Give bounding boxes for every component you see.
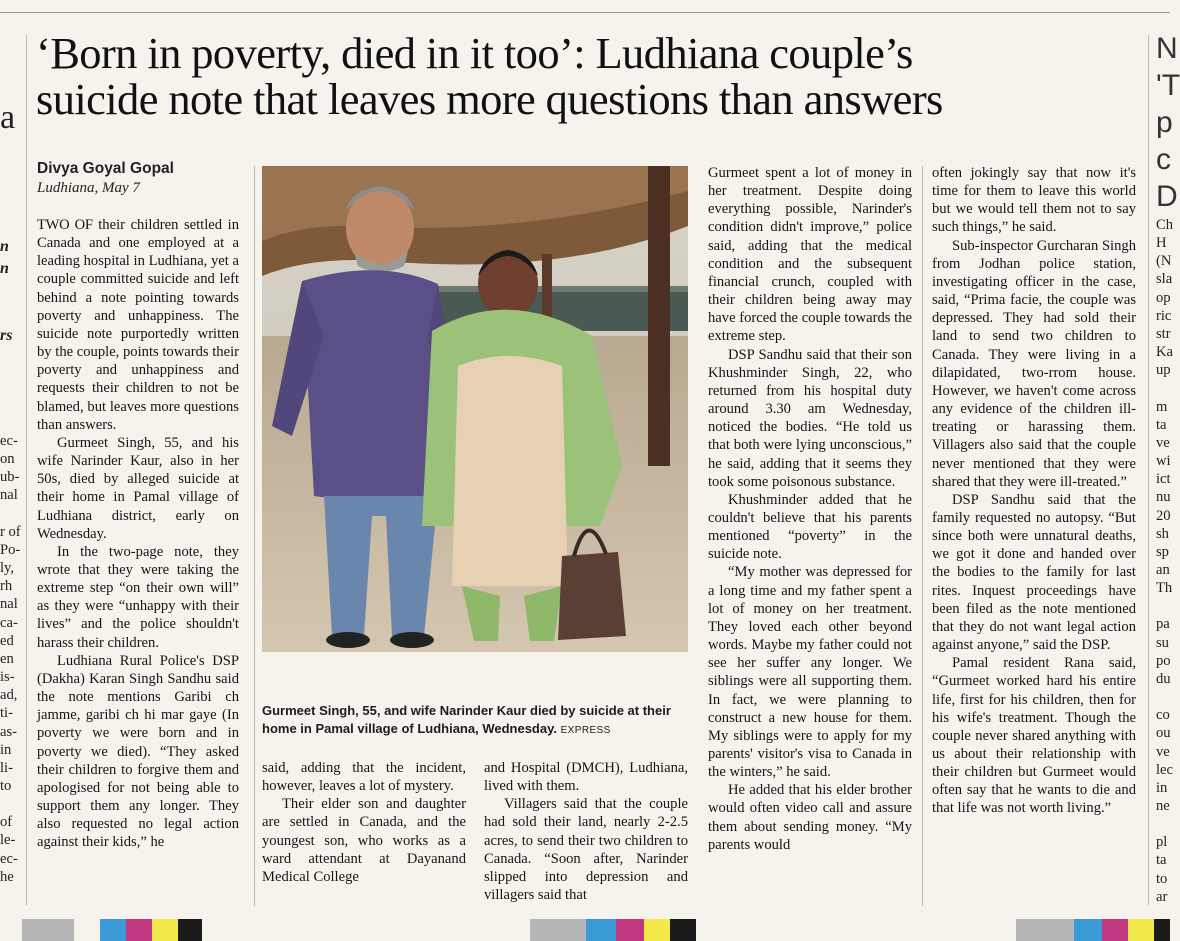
swatch-magenta — [616, 919, 644, 941]
paragraph — [484, 795, 688, 904]
couple-photo-illustration — [262, 166, 688, 652]
column-rule-1 — [254, 166, 255, 906]
swatch-gray — [44, 919, 74, 941]
paragraph-text: Khushminder added that he couldn't believe that his parents mentioned “poverty” in the suicide note. — [708, 491, 912, 563]
paragraph-text: said, adding that the incident, however, leaves a lot of mystery. — [262, 760, 466, 795]
swatch-gray — [1016, 919, 1044, 941]
paragraph-text: He added that his elder brother would often video call and assure them about sending money. “My parents would — [708, 782, 912, 853]
paragraph — [932, 654, 1136, 817]
article-column-2 — [262, 759, 466, 886]
left-byline-fragment: rs — [0, 327, 13, 344]
lead-in: TWO OF — [37, 217, 93, 233]
swatch-yellow — [1128, 919, 1154, 941]
left-column-rule — [26, 35, 27, 905]
swatch-black — [670, 919, 696, 941]
article-column-5 — [932, 164, 1136, 818]
paragraph-text: Pamal resident Rana said, “Gurmeet worked hard his entire life, first for his children, then for his wife's treatment. Though the couple never shared anything with us about their relationship with their children but Gurmeet would often say that he wants to die and that life was not worth living.” — [932, 655, 1136, 817]
article-headline — [36, 30, 1136, 122]
article-column-4 — [708, 164, 912, 854]
left-body-fragment: ec- on ub- nal r of Po- ly, rh nal ca- ed en is- ad, ti- as- in li- to of le- ec- he — [0, 433, 21, 885]
article-column-3 — [484, 759, 688, 904]
paragraph — [37, 652, 239, 852]
paragraph-text: “My mother was depressed for a long time and my father spent a lot of money on her treatment. They loved each other beyond words. Maybe my father could not see her suffer any longer. We siblings were all supporting them. In fact, we were planning to construct a new house for them. My siblings were to apply for my parents' visitor's visa to Canada in the winters,” he said. — [708, 564, 912, 781]
paragraph-text: DSP Sandhu said that their son Khushminder Singh, 22, who returned from his hospital duty around 3.30 am Wednesday, noticed the bodies. “He told us that both were lying unconscious,” he said, adding that it seems they took some poisonous substance. — [708, 346, 912, 490]
photo-caption — [262, 702, 688, 739]
right-column-rule — [1148, 35, 1149, 905]
paragraph — [484, 759, 688, 795]
swatch-yellow — [152, 919, 178, 941]
paragraph — [708, 781, 912, 854]
paragraph — [932, 164, 1136, 237]
swatch-gray — [22, 919, 44, 941]
swatch-yellow — [644, 919, 670, 941]
article-photo — [262, 166, 688, 652]
paragraph-text: Villagers said that the couple had sold their land, nearly 2-2.5 acres, to send their two children to Canada. “Soon after, Narinder slipped into depression and villagers said that — [484, 796, 688, 904]
top-rule — [0, 12, 1170, 13]
swatch-magenta — [1102, 919, 1128, 941]
swatch-black — [178, 919, 202, 941]
swatch-cyan — [586, 919, 616, 941]
paragraph-text: and Hospital (DMCH), Ludhiana, lived with them. — [484, 760, 688, 795]
left-headline-fragment: a — [0, 99, 16, 136]
swatch-gray — [530, 919, 556, 941]
paragraph — [37, 543, 239, 652]
paragraph-text: In the two-page note, they wrote that they were taking the extreme step “on their own will” as they were “unhappy with their lives” and the police shouldn't harass their children. — [37, 543, 239, 651]
swatch-gray — [1044, 919, 1074, 941]
paragraph — [708, 491, 912, 564]
swatch-gray — [556, 919, 586, 941]
paragraph-text: Ludhiana Rural Police's DSP (Dakha) Karan Singh Sandhu said the note mentions Garibi ch jamme, garibi ch hi mar gaye (In poverty we were born and in poverty we died). “They asked their children to forgive them and apologised for not being able to support them any longer. They also requested no legal action against their kids,” he — [37, 652, 239, 851]
printer-color-bar-middle — [530, 919, 696, 941]
swatch-cyan — [100, 919, 126, 941]
paragraph-text: Gurmeet Singh, 55, and his wife Narinder Kaur, also in her 50s, died by alleged suicide at their home in Pamal village of Ludhiana district, early on Wednesday. — [37, 434, 239, 542]
paragraph-text: often jokingly say that now it's time for them to leave this world but we would tell them not to say such things,” he said. — [932, 165, 1136, 236]
right-body-fragment: Ch H (N sla op ric str Ka up m ta ve wi ict nu 20 sh sp an Th pa su po du co ou ve lec in ne pl ta to ar — [1156, 217, 1174, 905]
printer-color-bar-left — [22, 919, 202, 941]
printer-color-bar-right — [1016, 919, 1170, 941]
swatch-magenta — [126, 919, 152, 941]
paragraph — [932, 491, 1136, 654]
paragraph-text: Sub-inspector Gurcharan Singh from Jodhan police station, investigating officer in the case, said, “Prima facie, the couple was depressed. They had sold their land to send two children to Canada. They were living in a dilapidated, two-rrom house. However, we haven't come across any evidence of the children ill-treating or harassing them. Villagers also said that the couple never mentioned that they were shared that they were ill-treated.” — [932, 237, 1137, 490]
paragraph — [37, 216, 239, 434]
paragraph-text: DSP Sandhu said that the family requested no autopsy. “But since both were unnatural deaths, we got it done and handed over the bodies to the family for last rites. Inquest proceedings have been filed as the note mentioned that they do not want legal action against anyone,” said the DSP. — [932, 491, 1136, 654]
headline-line-2: suicide note that leaves more questions than answers — [36, 74, 943, 124]
dateline: Ludhiana, May 7 — [37, 180, 140, 196]
headline-line-1: ‘Born in poverty, died in it too’: Ludhiana couple’s — [36, 28, 913, 78]
swatch-cyan — [1074, 919, 1102, 941]
caption-text: Gurmeet Singh, 55, and wife Narinder Kaur died by suicide at their home in Pamal village of Ludhiana, Wednesday. — [262, 703, 671, 736]
paragraph-text: their children settled in Canada and one employed at a leading hospital in Ludhiana, yet a couple committed suicide and left behind a note pointing towards poverty and unhappiness. The suicide note purportedly written by the couple, points towards their poverty and unhappiness and requests their children to not be blamed, but leaves more questions than answers. — [37, 217, 239, 433]
paragraph-text: Gurmeet spent a lot of money in her treatment. Despite doing everything possible, Narinder's condition didn't improve,” police said, adding that the medical condition and the subsequent financial crunch, coupled with their children being away may have forced the couple towards the extreme step. — [708, 165, 912, 345]
swatch-black — [1154, 919, 1170, 941]
paragraph — [708, 563, 912, 781]
byline: Divya Goyal Gopal — [37, 160, 174, 177]
paragraph — [262, 795, 466, 886]
swatch-gap — [74, 919, 100, 941]
article-column-1 — [37, 216, 239, 851]
paragraph — [37, 434, 239, 543]
paragraph — [262, 759, 466, 795]
paragraph — [932, 237, 1136, 491]
paragraph — [708, 164, 912, 346]
photo-credit: EXPRESS — [560, 724, 611, 736]
column-rule-4 — [922, 166, 923, 906]
right-headline-fragment: N 'T p c D — [1156, 32, 1180, 213]
paragraph — [708, 346, 912, 491]
paragraph-text: Their elder son and daughter are settled in Canada, and the youngest son, who works as a ward attendant at Dayanand Medical College — [262, 796, 466, 885]
left-subhead-fragment: n n — [0, 238, 9, 277]
